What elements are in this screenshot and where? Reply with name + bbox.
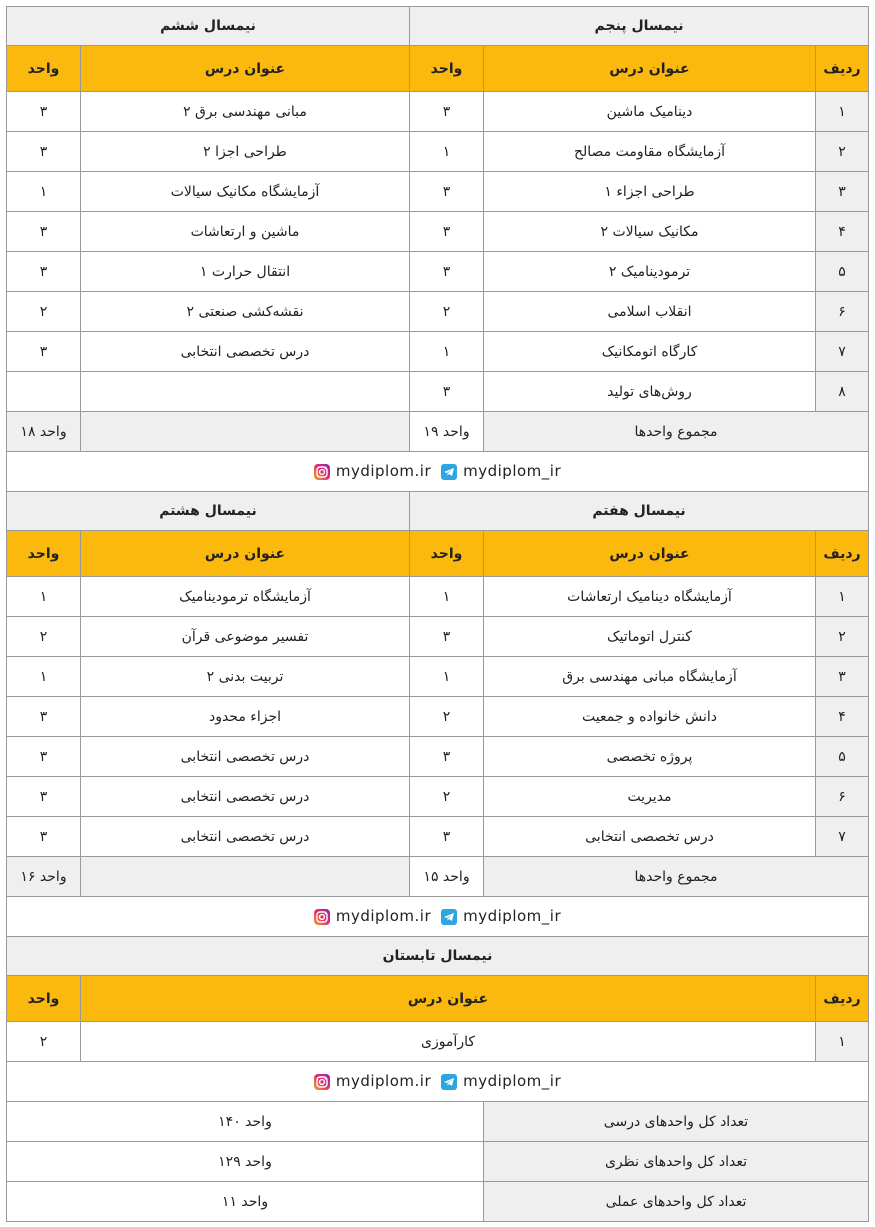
- social-banner: [6, 1061, 869, 1102]
- left-course-title: تربیت بدنی ۲: [80, 656, 410, 697]
- header-units-left: واحد: [6, 45, 81, 92]
- row-number: ۷: [815, 331, 869, 372]
- left-course-units: ۳: [6, 776, 81, 817]
- right-course-units: ۳: [409, 816, 484, 857]
- left-course-title: انتقال حرارت ۱: [80, 251, 410, 292]
- header-title-right: عنوان درس: [483, 45, 816, 92]
- right-course-title: پروژه تخصصی: [483, 736, 816, 777]
- left-course-title: درس تخصصی انتخابی: [80, 331, 410, 372]
- right-course-units: ۲: [409, 696, 484, 737]
- right-course-units: ۳: [409, 251, 484, 292]
- left-course-units: ۱: [6, 576, 81, 617]
- instagram-handle[interactable]: [314, 1074, 431, 1090]
- left-course-title: تفسیر موضوعی قرآن: [80, 616, 410, 657]
- left-course-units: ۳: [6, 211, 81, 252]
- instagram-handle-text: mydiplom.ir: [335, 1072, 432, 1090]
- left-course-units: ۱: [6, 171, 81, 212]
- left-course-units: ۳: [6, 91, 81, 132]
- right-course-units: ۳: [409, 91, 484, 132]
- telegram-icon: [441, 909, 457, 925]
- header-units-right: واحد: [409, 530, 484, 577]
- total-label: مجموع واحدها: [483, 411, 869, 452]
- right-course-units: ۲: [409, 776, 484, 817]
- semester-title-left: نیمسال ششم: [6, 6, 410, 46]
- row-number: ۱: [815, 576, 869, 617]
- left-course-units: ۱: [6, 656, 81, 697]
- left-course-units: [6, 371, 81, 412]
- left-course-units: ۳: [6, 816, 81, 857]
- instagram-icon: [314, 909, 330, 925]
- right-course-title: انقلاب اسلامی: [483, 291, 816, 332]
- header-title-left: عنوان درس: [80, 530, 410, 577]
- left-course-units: ۲: [6, 291, 81, 332]
- right-course-units: ۱: [409, 576, 484, 617]
- left-course-title: [80, 371, 410, 412]
- right-course-units: ۳: [409, 371, 484, 412]
- header-row-number: ردیف: [815, 530, 869, 577]
- right-course-title: دانش خانواده و جمعیت: [483, 696, 816, 737]
- left-total-spacer: [80, 856, 410, 897]
- semester-title-left: نیمسال هشتم: [6, 491, 410, 531]
- right-course-units: ۳: [409, 736, 484, 777]
- telegram-handle-text: mydiplom_ir: [463, 462, 562, 480]
- row-number: ۱: [815, 1021, 869, 1062]
- left-course-title: نقشه‌کشی صنعتی ۲: [80, 291, 410, 332]
- right-course-units: ۲: [409, 291, 484, 332]
- instagram-handle[interactable]: [314, 464, 431, 480]
- semester-title-right: نیمسال پنجم: [409, 6, 869, 46]
- semester-title-right: نیمسال هفتم: [409, 491, 869, 531]
- right-total: ۱۹ واحد: [409, 411, 484, 452]
- row-number: ۳: [815, 171, 869, 212]
- right-course-title: آزمایشگاه مبانی مهندسی برق: [483, 656, 816, 697]
- right-course-units: ۳: [409, 171, 484, 212]
- summary-value: ۱۲۹ واحد: [6, 1141, 484, 1182]
- right-course-title: مدیریت: [483, 776, 816, 817]
- left-course-units: ۳: [6, 251, 81, 292]
- header-units-right: واحد: [409, 45, 484, 92]
- left-course-title: ماشین و ارتعاشات: [80, 211, 410, 252]
- right-course-units: ۱: [409, 331, 484, 372]
- right-course-title: درس تخصصی انتخابی: [483, 816, 816, 857]
- telegram-handle[interactable]: [441, 1074, 561, 1090]
- summary-value: ۱۴۰ واحد: [6, 1101, 484, 1142]
- instagram-handle-text: mydiplom.ir: [335, 462, 432, 480]
- header-units-left: واحد: [6, 530, 81, 577]
- header-units-summer: واحد: [6, 975, 81, 1022]
- left-course-title: درس تخصصی انتخابی: [80, 736, 410, 777]
- header-row-number: ردیف: [815, 45, 869, 92]
- left-course-units: ۳: [6, 736, 81, 777]
- summary-value: ۱۱ واحد: [6, 1181, 484, 1222]
- summer-course-units: ۲: [6, 1021, 81, 1062]
- instagram-handle[interactable]: [314, 909, 431, 925]
- row-number: ۵: [815, 736, 869, 777]
- right-total: ۱۵ واحد: [409, 856, 484, 897]
- left-course-title: مبانی مهندسی برق ۲: [80, 91, 410, 132]
- right-course-title: کارگاه اتومکانیک: [483, 331, 816, 372]
- social-banner: [6, 896, 869, 937]
- row-number: ۸: [815, 371, 869, 412]
- telegram-handle[interactable]: [441, 909, 561, 925]
- instagram-icon: [314, 1074, 330, 1090]
- left-total-spacer: [80, 411, 410, 452]
- left-course-title: آزمایشگاه مکانیک سیالات: [80, 171, 410, 212]
- left-course-title: طراحی اجزا ۲: [80, 131, 410, 172]
- telegram-handle-text: mydiplom_ir: [463, 907, 562, 925]
- right-course-units: ۱: [409, 131, 484, 172]
- social-banner: [6, 451, 869, 492]
- left-course-title: درس تخصصی انتخابی: [80, 776, 410, 817]
- row-number: ۵: [815, 251, 869, 292]
- row-number: ۴: [815, 211, 869, 252]
- left-total: ۱۸ واحد: [6, 411, 81, 452]
- row-number: ۶: [815, 291, 869, 332]
- right-course-title: دینامیک ماشین: [483, 91, 816, 132]
- left-course-units: ۳: [6, 331, 81, 372]
- telegram-icon: [441, 1074, 457, 1090]
- right-course-title: آزمایشگاه مقاومت مصالح: [483, 131, 816, 172]
- summer-course-title: کارآموزی: [80, 1021, 816, 1062]
- left-course-title: اجزاء محدود: [80, 696, 410, 737]
- total-label: مجموع واحدها: [483, 856, 869, 897]
- left-course-units: ۳: [6, 696, 81, 737]
- telegram-icon: [441, 464, 457, 480]
- header-title-right: عنوان درس: [483, 530, 816, 577]
- row-number: ۴: [815, 696, 869, 737]
- left-course-units: ۳: [6, 131, 81, 172]
- row-number: ۱: [815, 91, 869, 132]
- instagram-icon: [314, 464, 330, 480]
- right-course-title: روش‌های تولید: [483, 371, 816, 412]
- row-number: ۶: [815, 776, 869, 817]
- left-course-title: درس تخصصی انتخابی: [80, 816, 410, 857]
- instagram-handle-text: mydiplom.ir: [335, 907, 432, 925]
- semester-title-summer: نیمسال تابستان: [6, 936, 869, 976]
- right-course-units: ۱: [409, 656, 484, 697]
- header-row-number-summer: ردیف: [815, 975, 869, 1022]
- left-total: ۱۶ واحد: [6, 856, 81, 897]
- row-number: ۲: [815, 616, 869, 657]
- right-course-title: مکانیک سیالات ۲: [483, 211, 816, 252]
- summary-label: تعداد کل واحدهای نظری: [483, 1141, 869, 1182]
- row-number: ۲: [815, 131, 869, 172]
- summary-label: تعداد کل واحدهای عملی: [483, 1181, 869, 1222]
- row-number: ۷: [815, 816, 869, 857]
- row-number: ۳: [815, 656, 869, 697]
- left-course-title: آزمایشگاه ترمودینامیک: [80, 576, 410, 617]
- summary-label: تعداد کل واحدهای درسی: [483, 1101, 869, 1142]
- left-course-units: ۲: [6, 616, 81, 657]
- right-course-title: ترمودینامیک ۲: [483, 251, 816, 292]
- right-course-title: طراحی اجزاء ۱: [483, 171, 816, 212]
- right-course-units: ۳: [409, 616, 484, 657]
- right-course-title: کنترل اتوماتیک: [483, 616, 816, 657]
- telegram-handle-text: mydiplom_ir: [463, 1072, 562, 1090]
- right-course-units: ۳: [409, 211, 484, 252]
- header-title-summer: عنوان درس: [80, 975, 816, 1022]
- right-course-title: آزمایشگاه دینامیک ارتعاشات: [483, 576, 816, 617]
- header-title-left: عنوان درس: [80, 45, 410, 92]
- telegram-handle[interactable]: [441, 464, 561, 480]
